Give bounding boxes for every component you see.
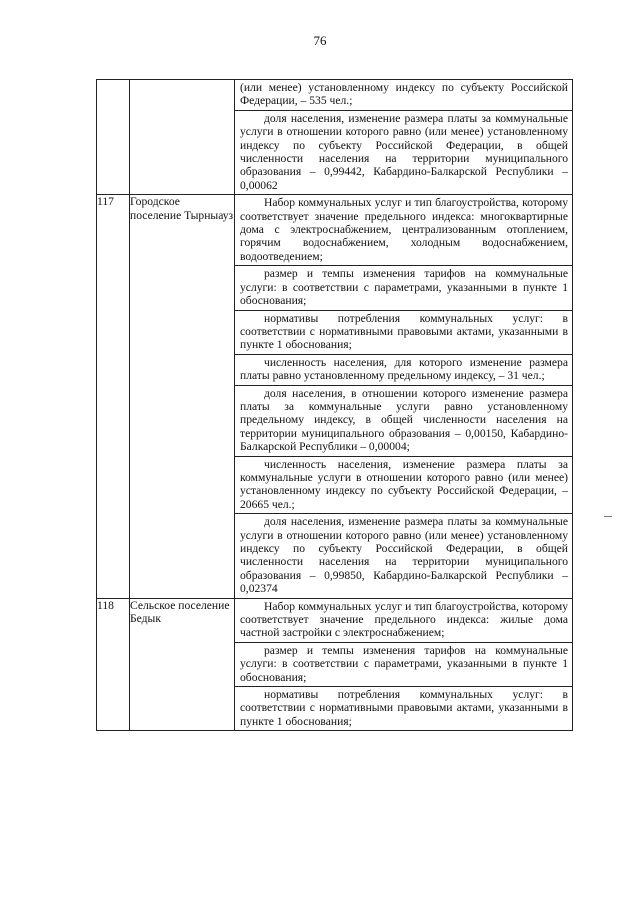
content-paragraph: нормативы потребления коммунальных услуг: в соответствии с нормативными правовыми актами, указанными в пункте 1 обоснования; xyxy=(240,688,568,728)
content-paragraph: размер и темпы изменения тарифов на коммунальные услуги: в соответствии с параметрами, указанными в пункте 1 обоснования; xyxy=(235,266,572,310)
scan-margin-mark xyxy=(604,516,612,517)
content-paragraph: нормативы потребления коммунальных услуг: в соответствии с нормативными правовыми актами, указанными в пункте 1 обоснования; xyxy=(235,311,572,355)
page-number: 76 xyxy=(313,33,327,48)
content-paragraph: Набор коммунальных услуг и тип благоустройства, которому соответствует значение предельного индекса: жилые дома частной застройки с электроснабжением; xyxy=(235,599,572,643)
row-content xyxy=(235,598,573,731)
tariff-table xyxy=(96,79,573,731)
content-paragraph: доля населения, в отношении которого изменение размера платы за коммунальные услуги равно установленному предельному индексу, в общей численности населения на территории муниципального образования – 0,00150, Кабардино-Балкарской Республики – 0,00004; xyxy=(235,386,572,457)
row-number xyxy=(97,80,130,195)
table-row xyxy=(97,195,573,598)
municipality-name: Сельское поселение Бедык xyxy=(130,598,235,731)
content-paragraph: Набор коммунальных услуг и тип благоустройства, которому соответствует значение предельного индекса: многоквартирные дома с электроснабжением, централизованным отоплением, горячим водоснабжением, холодным водоснабжением, водоотведением; xyxy=(235,195,572,266)
content-paragraph: доля населения, изменение размера платы за коммунальные услуги в отношении которого равно (или менее) установленному индексу по субъекту Российской Федерации, в общей численности населения на территории муниципального образования – 0,99442, Кабардино-Балкарской Республики – 0,00062 xyxy=(240,111,568,192)
municipality-name xyxy=(130,80,235,195)
row-content xyxy=(235,195,573,598)
content-paragraph: размер и темпы изменения тарифов на коммунальные услуги: в соответствии с параметрами, указанными в пункте 1 обоснования; xyxy=(235,643,572,687)
municipality-name: Городское поселение Тырныауз xyxy=(130,195,235,598)
table-row xyxy=(97,80,573,195)
content-paragraph: численность населения, изменение размера платы за коммунальные услуги в отношении которого равно (или менее) установленному индексу по субъекту Российской Федерации, – 20665 чел.; xyxy=(235,457,572,515)
row-content xyxy=(235,80,573,195)
content-paragraph: (или менее) установленному индексу по субъекту Российской Федерации, – 535 чел.; xyxy=(235,80,572,111)
row-number: 117 xyxy=(97,195,130,598)
content-paragraph: доля населения, изменение размера платы за коммунальные услуги в отношении которого равно (или менее) установленному индексу по субъекту Российской Федерации, в общей численности населения на территории муниципального образования – 0,99850, Кабардино-Балкарской Республики – 0,02374 xyxy=(240,515,568,596)
row-number: 118 xyxy=(97,598,130,731)
content-paragraph: численность населения, для которого изменение размера платы равно установленному предельному индексу, – 31 чел.; xyxy=(235,355,572,386)
table-row xyxy=(97,598,573,731)
